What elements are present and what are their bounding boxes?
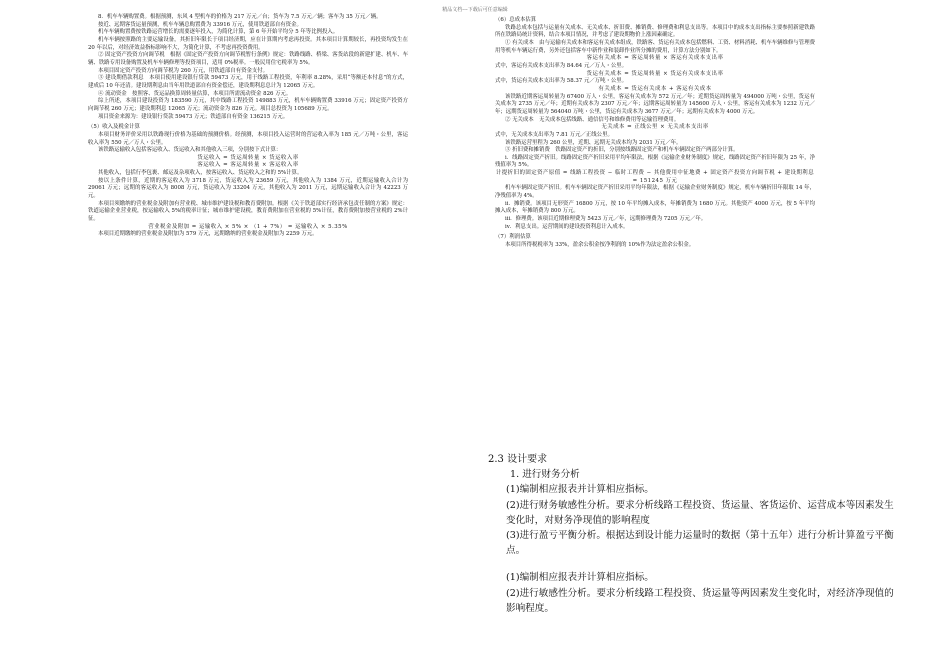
body-paragraph: 其他收入，包括行李包裹、邮运及杂项收入，按客运收入、货运收入之和的 5%计算。 — [98, 170, 303, 177]
body-paragraph: iii．修理费。该项目近期修理费为 5423 万元／年，远期修理费为 7205 万元／年。 — [505, 216, 707, 223]
body-paragraph: 按以上条件计算，近期的客运收入为 3718 万元，货运收入为 23659 万元，其他收入为 1384 万元，近期运输收入合计为 29061 万元；远期的客运收入为 8008 万元，货运收入为 33204 万元，其他收入为 2011 万元，远期运输收入合计为 42223 万元。 — [88, 177, 408, 200]
scanned-right-column — [495, 14, 815, 250]
body-paragraph: 式中，货运有关成本支出率为 58.37 元／万吨・公里。 — [495, 78, 628, 85]
subsection-heading: （7）利润估算 — [495, 234, 531, 241]
body-paragraph: ③ 折旧费和摊销费 铁路固定资产的折旧，分别按线路固定资产和机车车辆固定资产两部分计算。 — [505, 147, 739, 154]
scanned-left-column — [88, 14, 408, 239]
body-paragraph: 本项目固定资产投资方向调节税为 260 万元，用铁道部自有资金支付。 — [98, 67, 269, 74]
requirement-item-1: 1. 进行财务分析 — [510, 469, 580, 481]
body-paragraph: ① 有关成本 由与运输有关成本和客运有关成本组成，铁路客、货运有关成本包括燃料、工资、材料消耗、机车车辆维修与管理费用等机车车辆运行费，另外还包括客车中新作业和装卸作业所分摊的费用，计算方法分别如下。 — [495, 39, 815, 54]
requirement-paragraph: (1)编制相应报表并计算相应指标。 — [506, 572, 654, 584]
body-paragraph: ④ 流动资金 按照客、货运品换算周转量估算，本项目所需流动资金 826 万元。 — [98, 90, 292, 97]
section-heading: 2.3 设计要求 — [488, 454, 548, 465]
body-paragraph: 该铁路运营里程为 260 公里，近期、远期无关成本均为 2031 万元／年。 — [505, 139, 682, 146]
requirement-paragraph: (2)进行财务敏感性分析。要求分析线路工程投资、货运量、客货运价、运营成本等因素发生变化时，对财务净现值的影响程度 — [506, 499, 894, 526]
body-paragraph: 机车车辆固定资产折旧。机车车辆固定资产折旧采用平均年限法，根据《运输企业财务制度》规定，机车车辆折旧年限取 14 年，净残值率为 4%。 — [495, 185, 815, 200]
requirement-paragraph: (2)进行敏感性分析。要求分析线路工程投资、货运量等两因素发生变化时，对经济净现值的影响程度。 — [506, 587, 894, 614]
formula-line: 无关成本 = 正线公里 × 无关成本支出率 — [601, 124, 709, 131]
body-paragraph: 该铁路近期客运周转量为 67400 万人・公里，客运有关成本为 572 万元／年；近期货运周转量为 494000 万吨・公里，货运有关成本为 2735 万元／年；近期有关成本为 2307 万元／年；远期客运周转量为 145600 万人・公里，客运有关成本为 1232 万元／年；远期货运周转量为 564040 万吨・公里，货运有关成本为 3677 万元／年；远期有关成本为 4000 万元。 — [495, 93, 815, 115]
page-header-watermark: 精品文档---下载后可任意编辑 — [442, 7, 508, 13]
body-paragraph: 机车车辆购置费按铁路运营增长的需要逐年投入，为简化计算，第 6 年开始平均分 5 年等比例投入。 — [98, 29, 339, 36]
formula-line: 客运有关成本 = 客运周转量 × 客运有关成本支出率 — [586, 55, 724, 62]
body-paragraph: 项目资金来源为：建设银行贷款 59473 万元；铁道部自有资金 136215 万元。 — [98, 113, 289, 120]
body-paragraph: i．线路固定资产折旧。线路固定资产折旧采用平均年限法，根据《运输企业财务制度》规定，线路固定资产折旧年限为 25 年，净残值率为 5%。 — [495, 154, 815, 169]
formula-line: 计提折旧的固定资产原值 = 线路工程投资 − 临时工程费 − 其他费用中征地费 + 固定资产投资方向调节税 + 建设期利息 = 151245 万元 — [495, 170, 815, 184]
body-paragraph: ③ 建设期借款利息 本项目使用建设银行贷款 59473 万元，用于线路工程投资，年利率 8.28%，采用“等额还本付息”的方式，建成后 10 年还清。建设期利息由当年用铁道部自有资金偿还，建设期利息总计为 12065 万元。 — [88, 75, 408, 89]
subsection-heading: （6）总成本估算 — [495, 17, 537, 23]
body-paragraph: ii．摊销费。该项目无形资产 16800 万元，按 10 年平均摊入成本，年摊销费为 1680 万元。其他资产 4000 万元，按 5 年平均摊入成本，年摊销费为 800 万元。 — [495, 200, 815, 215]
formula-line: 货运收入 = 货运周转量 × 货运收入率 — [197, 154, 299, 161]
body-paragraph: 铁路总成本包括与运量有关成本、无关成本、折旧费、摊销费、修理费和利息支出等。本项目中的成本支出指标主要参照新建铁路所在铁路局统计资料，结合本项目情况，并考虑了建设期物价上涨因素确定。 — [495, 24, 815, 39]
formula-line: 营业税金及附加 = 运输收入 × 5% × （1 + 7%） = 运输收入 × 5.35% — [148, 223, 348, 230]
formula-line: 货运有关成本 = 货运周转量 × 货运有关成本支出率 — [586, 70, 724, 77]
body-paragraph: 式中，无关成本支出率为 7.81 万元／正线公里。 — [495, 131, 613, 138]
body-paragraph: 本项目近期缴纳的营业税金及附加为 579 万元，远期缴纳的营业税金及附加为 2259 万元。 — [98, 231, 318, 238]
body-paragraph: 机车车辆按照路的主要运输设备，其折旧年限长于项目经济期，应在计算期内考虑再投资。其本项目计算期较长，再投资均发生在 20 年以后，对经济效益指标影响不大，为简化计算，不考虑再投资费用。 — [88, 36, 408, 51]
body-paragraph: 该铁路运输收入包括客运收入、货运收入和其他收入三项，分别按下式计算： — [98, 147, 282, 154]
body-paragraph: 本项目财务评价采用以铁路现行价格为基础的预测价格。经预测，本项目投入运营时的营运收入率为 185 元／万吨・公里，客运收入率为 550 元／万人・公里。 — [88, 131, 408, 146]
formula-line: 有关成本 = 货运有关成本 + 客运有关成本 — [598, 85, 712, 92]
body-paragraph: 按近、远期客货运量预测，机车车辆总购置费为 33916 万元，使用铁道部自有资金。 — [98, 21, 302, 28]
body-paragraph: iv．利息支出。运营期间的建设投资利息计入成本。 — [505, 223, 629, 230]
body-paragraph: 8．机车车辆购置费。根据预测，东风 4 型机车的价格为 217 万元／台；货车为 7.5 万元／辆；客车为 35 万元／辆。 — [98, 14, 382, 20]
requirement-paragraph: (3)进行盈亏平衡分析。根据达到设计能力运量时的数据（第十五年）进行分析计算盈亏平衡点。 — [506, 530, 894, 557]
body-paragraph: 式中，客运有关成本支出率为 84.64 元／万人・公里。 — [495, 62, 628, 69]
design-requirements-section — [488, 452, 898, 616]
formula-line: 客运收入 = 客运周转量 × 客运收入率 — [197, 162, 299, 169]
body-paragraph: ② 固定资产投资方向调节税 根据《固定资产投资方向调节税暂行条例》规定：铁路线路、桥梁、客货站段的新建扩建、机车、车辆、铁路专用设备购置及机车车辆修理等投资项目，适用 0%税率。一般民用住宅税率为 5%。 — [88, 52, 408, 66]
body-paragraph: 本项目须缴纳的营业税金及附加有营业税、城市维护建设税和教育费附加。根据《关于铁道部实行经济承包责任制的方案》规定：铁道运输企业营业税，按运输收入 5%的税率计征；城市维护建设税，教育费附加在营业税的 5%计征，教育费附加按营业税的 2%计征。 — [88, 200, 409, 223]
requirement-paragraph: (1)编制相应报表并计算相应指标。 — [506, 484, 654, 496]
subsection-heading: （5）收入及税金计算 — [88, 124, 140, 131]
body-paragraph: 综上所述，本项目建设投资为 183590 万元，其中线路工程投资 149883 万元，机车车辆购置费 33916 万元；固定资产投资方向调节税 260 万元；建设期利息 12065 万元；流动资金为 826 万元。项目总投资为 105689 万元。 — [88, 98, 408, 112]
body-paragraph: 本项目所得税税率为 33%，盈余公积金按净利润的 10%作为法定盈余公积金。 — [505, 242, 695, 249]
body-paragraph: ② 无关成本 无关成本包括线路、通信信号和维修费用等运输管理费用。 — [505, 116, 680, 123]
